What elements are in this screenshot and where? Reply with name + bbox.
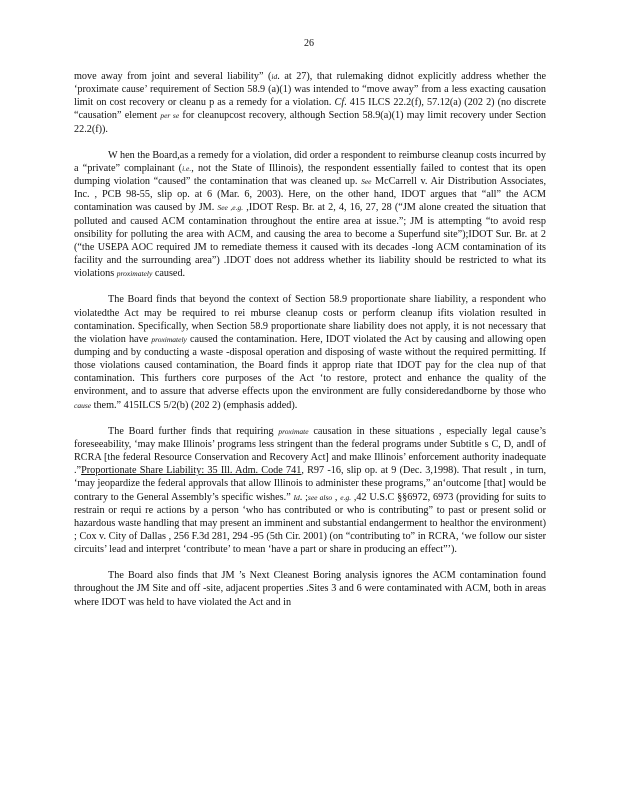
text-run: . 415 ILCS 22.2(f), 57.12(a) (202 2) (no discrete “causation” element <box>74 97 546 122</box>
text-run: McCarrell v. Air Distribution Associates, Inc. , PCB 98-55, slip op. at 6 (Mar. 6, 2003). Here, on the other hand, IDOT argues that “all” the ACM contamination was caused by JM. <box>74 176 547 214</box>
paragraph-4 <box>74 425 546 557</box>
citation-signal: Id <box>293 492 300 502</box>
text-run: ,IDOT Resp. Br. at 2, 4, 16, 27, 28 (“JM alone created the situation that polluted and caused ACM contamination throughout the entire area at issue.”; JM is attempting “to avoid resp onsibility for polluting the area with ACM, and causing the area to become a Superfund site”);IDOT Sur. Br. at 2 (“the USEPA AOC required JM to remediate themess it caused with its decades -long ACM contamination of its facility and the surrounding area”) .IDOT does not address whether its liability should be restricted to what its violations <box>74 202 546 280</box>
page-number: 26 <box>304 38 314 49</box>
emphasis-term: cause <box>74 400 92 410</box>
text-run: for cleanupcost recovery, although Section 58.9(a)(1) may limit recovery under Section 22.2(f)). <box>74 110 547 135</box>
text-run: . at 27), that rulemaking didnot explicitly address whether the ‘proximate cause’ requirement of Section 58.9 (a)(1) was intended to “move away” from a less exacting causation limit on cost recovery or cleanu p as a remedy for a violation. <box>74 71 546 109</box>
text-run: causation in these situations , especially legal cause’s foreseeability, ‘may make Illinois’ programs less stringent than the federal programs under Subtitle s C, D, andI of RCRA [the federal Resource Conservation and Recovery Act] and make Illinois’ enforcement authority inadequate .” <box>74 425 546 477</box>
text-run: W hen the Board,as a remedy for a violation, did order a respondent to reimburse cleanup costs incurred by a “private” complainant ( <box>74 149 546 174</box>
latin-term: per se <box>160 111 180 121</box>
paragraph-2 <box>74 149 546 281</box>
text-run: move away from joint and several liability” ( <box>74 71 272 82</box>
text-run: caused. <box>152 268 186 280</box>
text-run: , <box>332 491 341 503</box>
paragraph-3 <box>74 293 546 411</box>
case-citation: Proportionate Share Liability: 35 Ill. Adm. Code 741 <box>81 465 302 477</box>
text-run: them.” 415ILCS 5/2(b) (202 2) (emphasis added). <box>91 399 298 411</box>
text-run: , R97 -16, slip op. at 9 (Dec. 3,1998). That result , in turn, ‘may jeopardize the federal approvals that allow Illinois to administer these programs,” an‘outcome [that] would be contrary to the General Assembly’s specific wishes.” <box>74 465 547 503</box>
citation-signal: i.e. <box>182 163 192 173</box>
emphasis-term: proximately <box>116 269 153 279</box>
document-body <box>74 70 546 622</box>
citation-signal: e.g. <box>340 492 352 502</box>
text-run: , not the State of Illinois), the respondent essentially failed to contest that its open dumping violation “caused” the contamination that was cleaned up. <box>74 162 546 188</box>
citation-signal: id <box>271 72 278 81</box>
text-run: caused the contamination. Here, IDOT violated the Act by causing and allowing open dumping and by conducting a waste -disposal operation and disposing of waste without the required permitting. If those violations caused contamination, the Board finds it approp riate that IDOT pay for the clea nup of that contamination. This furthers core purposes of the Act ‘to restore, protect and enhance the quality of the environment, and to assure that adverse effects upon the environment are fully consideredandborne by those who <box>74 333 546 398</box>
citation-signal: see also <box>307 492 333 502</box>
citation-signal: See ,e.g. <box>217 203 244 213</box>
text-run: ,42 U.S.C §§6972, 6973 (providing for suits to restrain or requi re actions by a person ‘who has contributed or who is contributing” to past or present solid or hazardous waste handling that may present an imminent and substantial endangerment to healthor the environment) ; Cox v. City of Dallas , 256 F.3d 281, 294 -95 (5th Cir. 2001) (on “contributing to” in RCRA, ‘we follow our sister circuits’ lead and interpret ‘contribute’ to mean ‘have a part or share in producing an effect”’). <box>74 491 546 556</box>
text-run: . ; <box>299 491 308 503</box>
text-run: The Board also finds that JM ’s Next Cleanest Boring analysis ignores the ACM contamination found throughout the JM Site and off -site, adjacent properties .Sites 3 and 6 were contaminated with ACM, both in areas where IDOT was held to have violated the Act and in <box>74 570 546 608</box>
text-run: The Board further finds that requiring <box>108 425 279 437</box>
paragraph-5 <box>74 569 546 608</box>
emphasis-term: proximately <box>151 334 187 344</box>
emphasis-term: proximate <box>278 426 309 436</box>
citation-signal: See <box>361 177 372 187</box>
text-run: The Board finds that beyond the context of Section 58.9 proportionate share liability, a respondent who violatedthe Act may be required to rei mburse cleanup costs or perform cleanup ifits violation resulted in contamination. Specifically, when Section 58.9 proportionate share liability does not apply, it is not necessary that the violation have <box>74 294 546 345</box>
citation-signal: Cf <box>334 97 345 109</box>
paragraph-1 <box>74 70 546 136</box>
